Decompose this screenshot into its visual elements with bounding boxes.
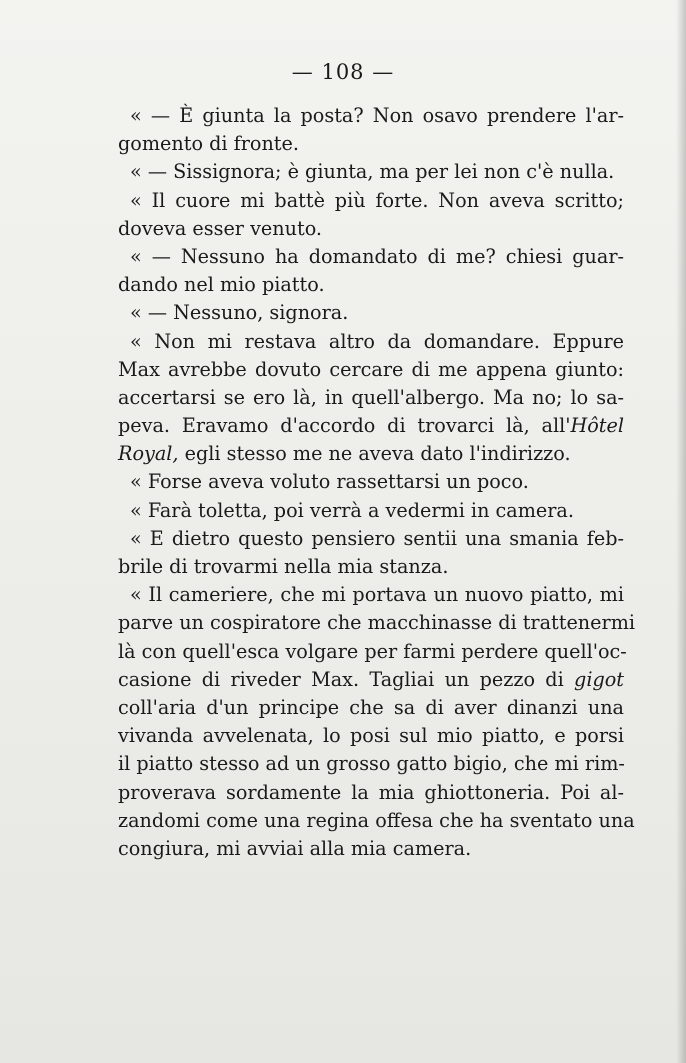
- text-line: [118, 468, 624, 496]
- text-line: [118, 102, 624, 130]
- italic-term: Royal,: [118, 442, 179, 466]
- text-line: [118, 271, 624, 299]
- line-text: casione di riveder Max. Tagliai un pezzo di: [118, 667, 575, 691]
- italic-term: gigot: [574, 667, 624, 691]
- line-text: zandomi come una regina offesa che ha sventato una: [118, 808, 635, 832]
- line-text: « — Nessuno ha domandato di me? chiesi guar-: [130, 244, 624, 268]
- text-line: [118, 779, 624, 807]
- text-line: [118, 440, 624, 468]
- line-text: coll'aria d'un principe che sa di aver dinanzi una: [118, 695, 624, 719]
- text-line: [118, 497, 624, 525]
- line-text: dando nel mio piatto.: [118, 273, 325, 297]
- line-text: vivanda avvelenata, lo posi sul mio piatto, e porsi: [118, 724, 624, 748]
- text-line: [118, 722, 624, 750]
- text-line: [118, 638, 627, 666]
- page-number: — 108 —: [291, 60, 395, 84]
- line-text: « Non mi restava altro da domandare. Eppure: [130, 329, 624, 353]
- text-line: [118, 750, 624, 778]
- line-text: « — È giunta la posta? Non osavo prendere l'ar-: [130, 104, 624, 127]
- line-text: peva. Eravamo d'accordo di trovarci là, all': [118, 414, 571, 438]
- line-text: « Il cuore mi battè più forte. Non aveva scritto;: [130, 188, 624, 212]
- line-text: doveva esser venuto.: [118, 216, 323, 240]
- text-line: [118, 609, 636, 637]
- line-text: « Il cameriere, che mi portava un nuovo piatto, mi: [130, 583, 624, 607]
- text-line: [118, 553, 624, 581]
- line-text: accertarsi se ero là, in quell'albergo. Ma no; lo sa-: [118, 385, 624, 409]
- text-line: [118, 694, 624, 722]
- line-text: « — Nessuno, signora.: [130, 301, 349, 325]
- text-line: [118, 243, 624, 271]
- text-line: [118, 384, 624, 412]
- line-text: « — Sissignora; è giunta, ma per lei non c'è nulla.: [130, 160, 615, 184]
- line-text: parve un cospiratore che macchinasse di trattenermi: [118, 611, 636, 635]
- text-line: [118, 356, 624, 384]
- line-text: brile di trovarmi nella mia stanza.: [118, 555, 449, 578]
- text-line: [118, 525, 624, 553]
- text-line: [118, 835, 624, 863]
- text-line: [118, 158, 624, 186]
- line-text: congiura, mi avviai alla mia camera.: [118, 836, 472, 860]
- line-text: là con quell'esca volgare per farmi perdere quell'oc-: [118, 639, 627, 663]
- text-line: [118, 215, 624, 243]
- text-line: [118, 581, 624, 609]
- text-line: [118, 187, 624, 215]
- body-text: [118, 102, 636, 863]
- line-text: Max avrebbe dovuto cercare di me appena giunto:: [118, 357, 624, 381]
- text-line: [118, 328, 624, 356]
- line-text: il piatto stesso ad un grosso gatto bigio, che mi rim-: [118, 752, 625, 776]
- text-line: [118, 412, 624, 440]
- text-line: [118, 299, 624, 327]
- line-text: « Forse aveva voluto rassettarsi un poco.: [130, 470, 529, 494]
- text-line: [118, 807, 635, 835]
- line-text: « E dietro questo pensiero sentii una smania feb-: [130, 526, 624, 550]
- page-edge-shadow: [676, 0, 686, 1063]
- line-text-rest: egli stesso me ne aveva dato l'indirizzo.: [178, 442, 571, 466]
- line-text: « Farà toletta, poi verrà a vedermi in camera.: [130, 498, 574, 522]
- line-text: proverava sordamente la mia ghiottoneria. Poi al-: [118, 780, 624, 804]
- italic-term: Hôtel: [570, 414, 624, 438]
- text-line: [118, 666, 624, 694]
- line-text: gomento di fronte.: [118, 132, 299, 156]
- text-line: [118, 130, 624, 158]
